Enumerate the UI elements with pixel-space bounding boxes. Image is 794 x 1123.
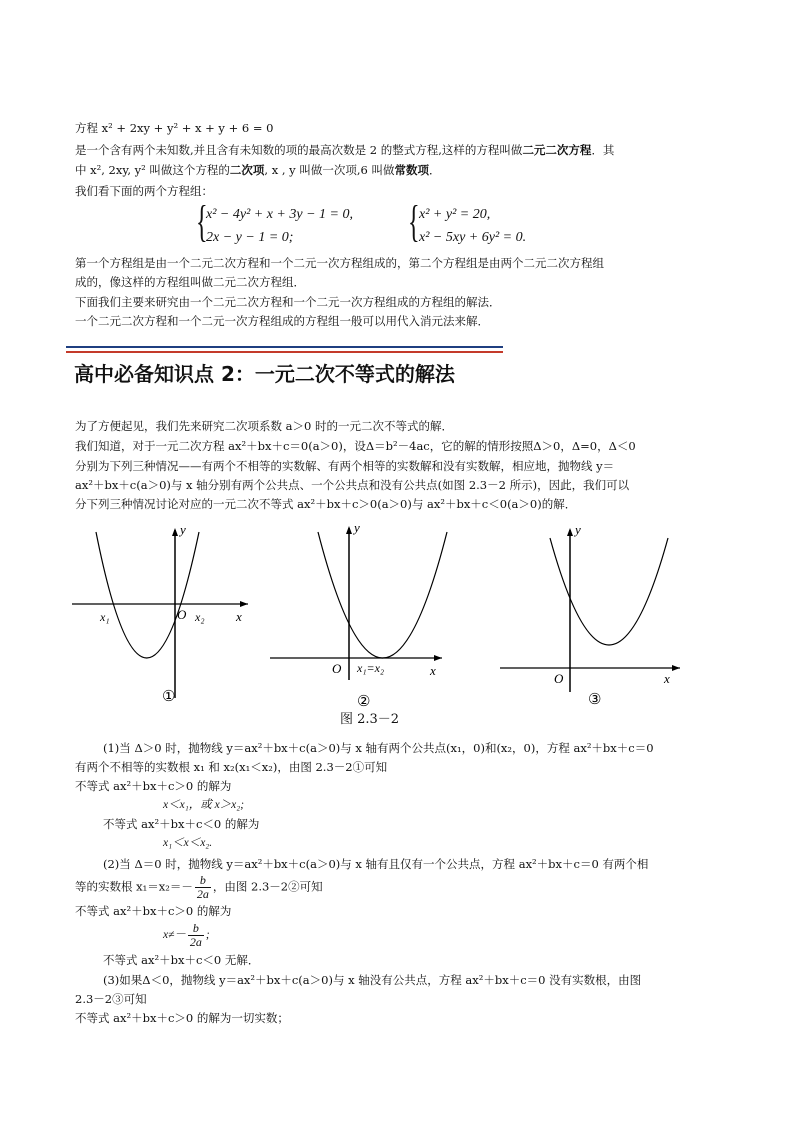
paragraph-line: (1)当 Δ＞0 时，抛物线 y＝ax²＋bx＋c(a＞0)与 x 轴有两个公共点(x₁，0)和(x₂，0)，方程 ax²＋bx＋c＝0 <box>103 741 654 755</box>
system-brace-left: { <box>196 197 208 246</box>
graph-2 <box>270 520 447 710</box>
figure-caption: 图 2.3－2 <box>340 712 400 727</box>
text: , x , y 叫做一次项,6 叫做 <box>264 163 395 177</box>
x-axis-arrow <box>672 665 680 671</box>
paragraph-line: 不等式 ax²＋bx＋c＜0 无解． <box>103 953 260 967</box>
fraction-denominator: 2a <box>196 887 209 901</box>
paragraph-line: 成的，像这样的方程组叫做二元二次方程组． <box>75 275 305 289</box>
text: 等的实数根 x₁＝x₂＝－ <box>75 879 193 894</box>
text: ． <box>428 163 441 177</box>
text: ，由图 2.3－2②可知 <box>212 879 323 894</box>
parabola-curve <box>96 532 199 658</box>
system2-eq2: x² − 5xy + 6y² = 0. <box>419 230 527 245</box>
graph-label: ③ <box>588 692 602 708</box>
text: ．其 <box>591 143 615 157</box>
paragraph-line: 下面我们主要来研究由一个二元二次方程和一个二元一次方程组成的方程组的解法． <box>75 295 501 309</box>
paragraph-line: 2.3－2③可知 <box>75 992 147 1006</box>
x-axis-arrow <box>240 601 248 607</box>
paragraph-line-with-fraction <box>75 874 323 901</box>
parabola-curve <box>318 532 447 658</box>
paragraph-line: 有两个不相等的实数根 x₁ 和 x₂(x₁＜x₂)，由图 2.3－2①可知 <box>75 760 388 774</box>
heading-rule-blue <box>66 346 503 348</box>
paragraph-line: 不等式 ax²＋bx＋c＜0 的解为 <box>103 817 260 831</box>
solution-line: x＜x₁，或 x＞x₂; <box>163 799 245 811</box>
fraction <box>195 874 211 901</box>
fraction-numerator: b <box>188 922 204 936</box>
root-label-x1: x₁ <box>100 610 110 624</box>
paragraph-line: ax²＋bx＋c(a＞0)与 x 轴分别有两个公共点、一个公共点和没有公共点(如图 2.3－2 所示)，因此，我们可以 <box>75 478 630 492</box>
text: ; <box>205 929 210 942</box>
x-axis-arrow <box>434 655 442 661</box>
paragraph-line: 第一个方程组是由一个二元二次方程和一个二元一次方程组成的，第二个方程组是由两个二元二次方程组 <box>75 256 604 270</box>
paragraph-line: 我们看下面的两个方程组： <box>75 184 213 198</box>
graph-label: ① <box>162 689 176 705</box>
y-axis-arrow <box>172 528 178 536</box>
paragraph-line: 为了方便起见，我们先来研究二次项系数 a＞0 时的一元二次不等式的解． <box>75 419 453 433</box>
equation-line: 方程 x² + 2xy + y² + x + y + 6 = 0 <box>75 121 274 135</box>
paragraph-line: 分下列三种情况讨论对应的一元二次不等式 ax²＋bx＋c＞0(a＞0)与 ax²＋bx＋c＜0(a＞0)的解． <box>75 497 577 511</box>
system1-eq2: 2x − y − 1 = 0; <box>206 230 294 245</box>
system1-eq1: x² − 4y² + x + 3y − 1 = 0, <box>206 207 353 222</box>
axis-label-x: x <box>664 671 670 686</box>
root-label: x₁=x₂ <box>357 661 385 675</box>
section-heading: 高中必备知识点 2：一元二次不等式的解法 <box>74 362 455 386</box>
paragraph-line: 我们知道，对于一元二次方程 ax²＋bx＋c＝0(a＞0)，设Δ＝b²－4ac，它的解的情形按照Δ＞0，Δ=0，Δ＜0 <box>75 439 636 453</box>
root-label-x2: x₂ <box>195 610 205 624</box>
paragraph-line: 不等式 ax²＋bx＋c＞0 的解为 <box>75 779 232 793</box>
y-axis-arrow <box>346 526 352 534</box>
origin-label: O <box>177 607 187 622</box>
origin-label: O <box>554 671 564 686</box>
fraction-denominator: 2a <box>189 935 202 949</box>
fraction-numerator: b <box>195 874 211 888</box>
axis-label-y: y <box>354 520 360 535</box>
paragraph-line: 不等式 ax²＋bx＋c＞0 的解为一切实数； <box>75 1011 289 1025</box>
text: x≠－ <box>163 929 186 942</box>
graph-1 <box>72 522 248 705</box>
paragraph-line: (2)当 Δ＝0 时，抛物线 y＝ax²＋bx＋c(a＞0)与 x 轴有且仅有一个公共点，方程 ax²＋bx＋c＝0 有两个相 <box>103 857 649 871</box>
paragraph-line: (3)如果Δ＜0，抛物线 y＝ax²＋bx＋c(a＞0)与 x 轴没有公共点，方程 ax²＋bx＋c＝0 没有实数根，由图 <box>103 973 642 987</box>
solution-line-with-fraction <box>163 922 210 949</box>
heading-rule-red <box>66 351 503 353</box>
figure-parabolas <box>0 520 794 730</box>
graph-3 <box>500 522 680 708</box>
text: 中 x², 2xy, y² 叫做这个方程的 <box>75 163 230 177</box>
paragraph-line: 分别为下列三种情况——有两个不相等的实数解、有两个相等的实数解和没有实数解，相应地，抛物线 y＝ <box>75 459 615 473</box>
paragraph-line: 一个二元二次方程和一个二元一次方程组成的方程组一般可以用代入消元法来解． <box>75 314 489 328</box>
term-bold: 二次项 <box>229 163 265 177</box>
solution-line: x₁＜x＜x₂. <box>163 837 213 849</box>
axis-label-y: y <box>180 522 186 537</box>
axis-label-y: y <box>575 522 581 537</box>
term-bold: 二元二次方程 <box>522 143 592 157</box>
paragraph-line: 不等式 ax²＋bx＋c＞0 的解为 <box>75 904 232 918</box>
axis-label-x: x <box>236 609 242 624</box>
paragraph-line <box>75 162 440 178</box>
paragraph-line <box>75 142 614 158</box>
origin-label: O <box>332 661 342 676</box>
text: 是一个含有两个未知数,并且含有未知数的项的最高次数是 2 的整式方程,这样的方程叫做 <box>75 143 523 157</box>
axis-label-x: x <box>430 663 436 678</box>
system2-eq1: x² + y² = 20, <box>419 207 491 222</box>
system-brace-right: { <box>408 197 420 246</box>
y-axis-arrow <box>567 528 573 536</box>
fraction <box>188 922 204 949</box>
parabola-curve <box>550 538 668 645</box>
graph-label: ② <box>357 694 371 710</box>
term-bold: 常数项 <box>394 163 429 177</box>
